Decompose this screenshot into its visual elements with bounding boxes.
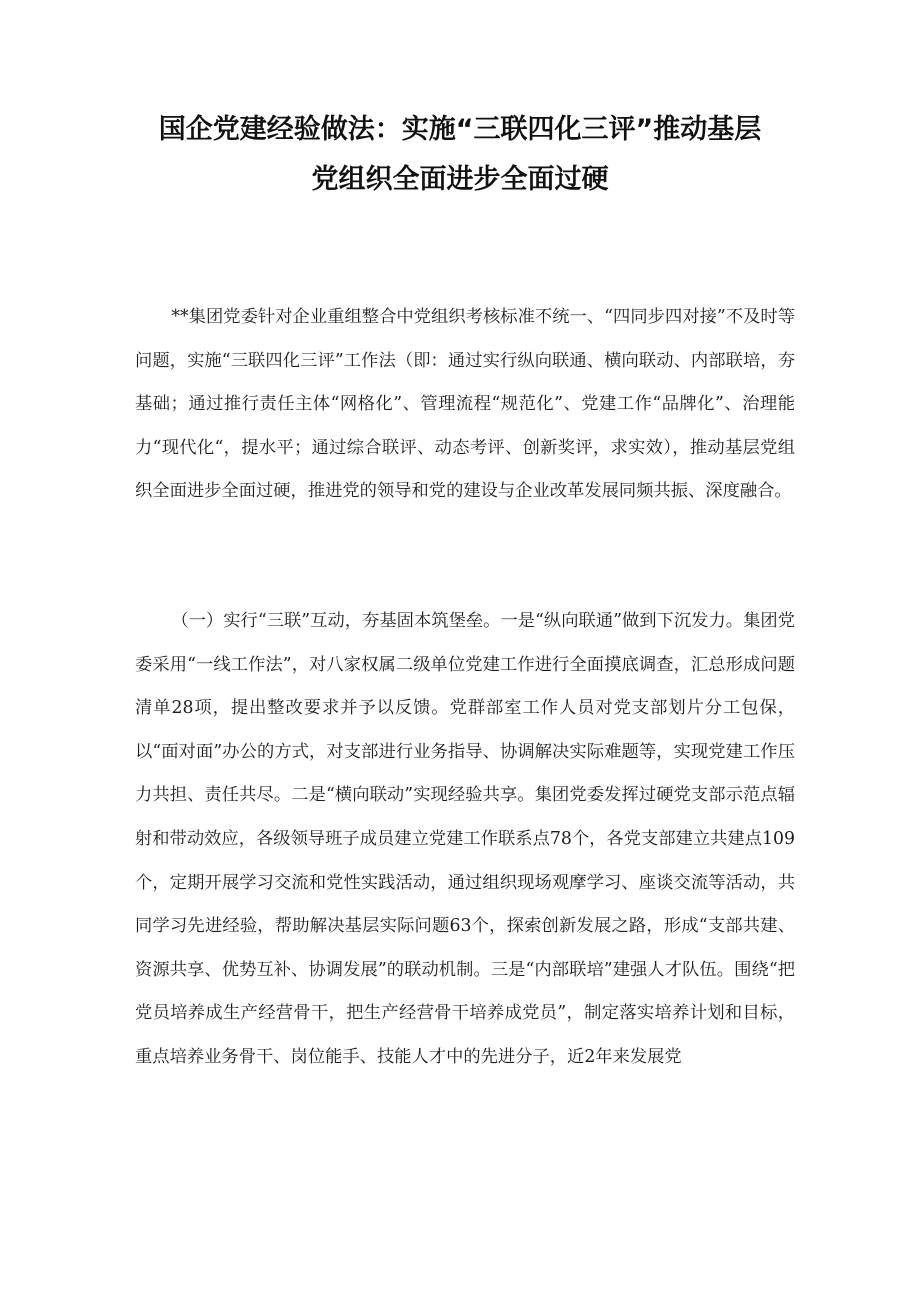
document-title-line-2: 党组织全面进步全面过硬 [311,164,609,195]
paragraph-section-1: （一）实行“三联”互动，夯基固本筑堡垒。一是“纵向联通”做到下沉发力。集团党委采用“一线工作法”，对八家权属二级单位党建工作进行全面摸底调查，汇总形成问题清单28项，提出整改要求并予以反馈。党群部室工作人员对党支部划片分工包保，以“面对面”办公的方式，对支部进行业务指导、协调解决实际难题等，实现党建工作压力共担、责任共尽。二是“横向联动”实现经验共享。集团党委发挥过硬党支部示范点辐射和带动效应，各级领导班子成员建立党建工作联系点78个，各党支部建立共建点109个，定期开展学习交流和党性实践活动，通过组织现场观摩学习、座谈交流等活动，共同学习先进经验，帮助解决基层实际问题63个，探索创新发展之路，形成“支部共建、资源共享、优势互补、协调发展”的联动机制。三是“内部联培”建强人才队伍。围绕“把党员培养成生产经营骨干，把生产经营骨干培养成党员”，制定落实培养计划和目标，重点培养业务骨干、岗位能手、技能人才中的先进分子，近2年来发展党 [135,611,795,1067]
document-title-line-1: 国企党建经验做法：实施“三联四化三评”推动基层 [158,114,762,145]
paragraph-intro: **集团党委针对企业重组整合中党组织考核标准不统一、“四同步四对接”不及时等问题，实施“三联四化三评”工作法（即：通过实行纵向联通、横向联动、内部联培，夯基础；通过推行责任主体“网格化”、管理流程“规范化”、党建工作“品牌化”、治理能力“现代化“，提水平；通过综合联评、动态考评、创新奖评，求实效），推动基层党组织全面进步全面过硬，推进党的领导和党的建设与企业改革发展同频共振、深度融合。 [135,307,795,502]
